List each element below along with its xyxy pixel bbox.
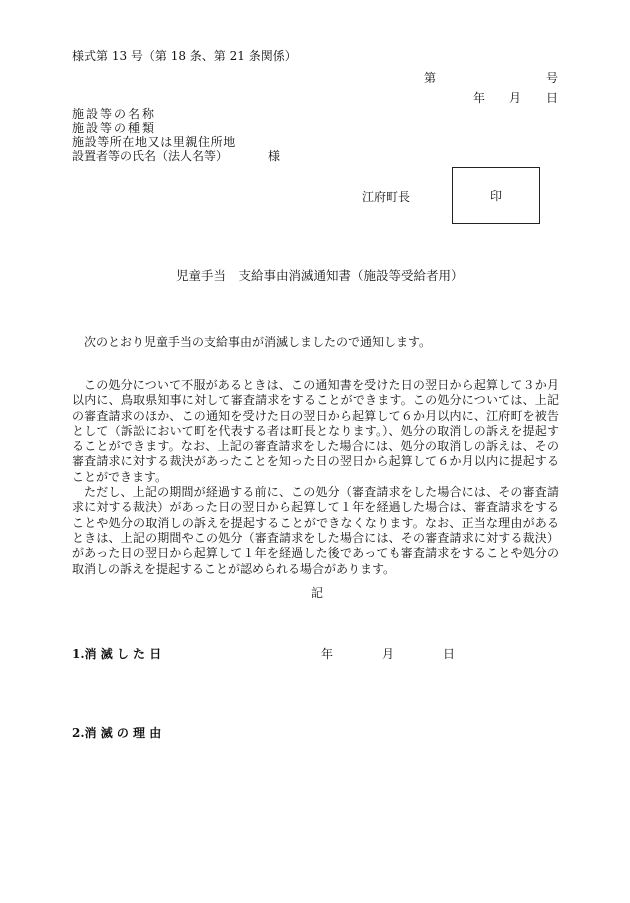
appeal-paragraph-1: この処分について不服があるときは、この通知書を受けた日の翌日から起算して３か月以内に、鳥取県知事に対して審査請求をすることができます。この処分については、上記の審査請求のほか、この通知を受けた日の翌日から起算して６か月以内に、江府町を被告として（訴訟において町を代表する者は町長となります。）、処分の取消しの訴えを提起することができます。なお、上記の審査請求をした場合には、処分の取消しの訴えは、その審査請求に対する裁決があったことを知った日の翌日から起算して６か月以内に提起することができます。 — [72, 378, 559, 484]
appeal-paragraph-2: ただし、上記の期間が経過する前に、この処分（審査請求をした場合には、その審査請求に対する裁決）があった日の翌日から起算して１年を経過した場合は、審査請求をすることや処分の取消しの訴えを提起することができなくなります。なお、正当な理由があるときは、上記の期間やこの処分（審査請求をした場合には、その審査請求に対する裁決）があった日の翌日から起算して１年を経過した後であっても審査請求をすることや処分の取消しの訴えを提起することが認められる場合があります。 — [72, 485, 559, 576]
recipient-facility-type: 施設等の種類 — [72, 121, 157, 135]
honorific: 様 — [268, 149, 281, 163]
recipient-address: 施設等所在地又は里親住所地 — [72, 135, 236, 149]
form-number: 様式第 13 号（第 18 条、第 21 条関係） — [72, 49, 297, 63]
seal-label: 印 — [489, 189, 502, 203]
document-title: 児童手当 支給事由消滅通知書（施設等受給者用） — [176, 268, 464, 283]
appeal-notice — [72, 378, 559, 577]
issuer-name: 江府町長 — [362, 190, 411, 204]
item1-year: 年 — [321, 647, 334, 661]
ki-heading: 記 — [311, 586, 324, 600]
item1-day: 日 — [443, 647, 456, 661]
number-suffix: 号 — [546, 71, 559, 85]
item1-month: 月 — [382, 647, 395, 661]
seal-box — [452, 167, 540, 224]
date-day: 日 — [546, 91, 559, 105]
recipient-facility-name: 施設等の名称 — [72, 107, 157, 121]
recipient-owner-name: 設置者等の氏名（法人名等） — [72, 149, 229, 163]
date-year: 年 — [473, 91, 486, 105]
date-month: 月 — [509, 91, 522, 105]
intro-text: 次のとおり児童手当の支給事由が消滅しましたので通知します。 — [84, 335, 432, 349]
number-prefix: 第 — [424, 71, 437, 85]
item2-label: 2.消 滅 の 理 由 — [72, 726, 162, 740]
item1-label: 1.消 滅 し た 日 — [72, 647, 162, 661]
